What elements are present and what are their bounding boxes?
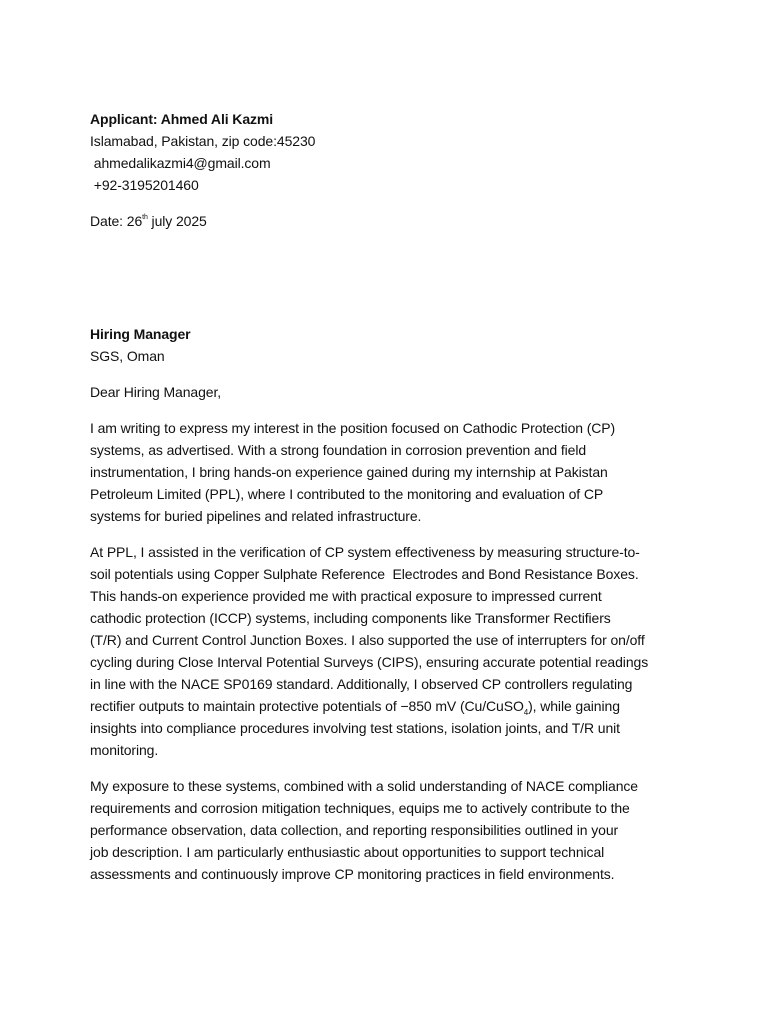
recipient-org: SGS, Oman bbox=[90, 348, 165, 364]
paragraph-line: systems, as advertised. With a strong foundation in corrosion prevention and field bbox=[90, 442, 587, 458]
paragraph-line: My exposure to these systems, combined with a solid understanding of NACE compliance bbox=[90, 778, 638, 794]
paragraph-line: I am writing to express my interest in the position focused on Cathodic Protection (CP) bbox=[90, 420, 616, 436]
paragraph-line: This hands-on experience provided me with practical exposure to impressed current bbox=[90, 588, 602, 604]
paragraph-line: cycling during Close Interval Potential Surveys (CIPS), ensuring accurate potential readings bbox=[90, 654, 649, 670]
applicant-block bbox=[90, 108, 690, 196]
applicant-address: Islamabad, Pakistan, zip code:45230 bbox=[90, 133, 316, 149]
paragraph-line: systems for buried pipelines and related infrastructure. bbox=[90, 508, 422, 524]
paragraph-closing bbox=[90, 775, 690, 885]
paragraph-line: soil potentials using Copper Sulphate Reference Electrodes and Bond Resistance Boxes. bbox=[90, 566, 639, 582]
paragraph-experience bbox=[90, 541, 690, 761]
paragraph-line: insights into compliance procedures involving test stations, isolation joints, and T/R unit bbox=[90, 720, 620, 736]
date-ordinal: th bbox=[142, 214, 148, 222]
recipient-title: Hiring Manager bbox=[90, 326, 191, 342]
paragraph-line: Petroleum Limited (PPL), where I contributed to the monitoring and evaluation of CP bbox=[90, 486, 604, 502]
paragraph-line: in line with the NACE SP0169 standard. Additionally, I observed CP controllers regulating bbox=[90, 676, 633, 692]
date-rest: july 2025 bbox=[147, 213, 207, 229]
applicant-email: ahmedalikazmi4@gmail.com bbox=[90, 155, 271, 171]
applicant-name: Applicant: Ahmed Ali Kazmi bbox=[90, 111, 274, 127]
paragraph-line: requirements and corrosion mitigation techniques, equips me to actively contribute to the bbox=[90, 800, 630, 816]
cover-letter bbox=[90, 108, 690, 885]
letter-date bbox=[90, 210, 690, 232]
salutation: Dear Hiring Manager, bbox=[90, 384, 222, 400]
paragraph-line: instrumentation, I bring hands-on experience gained during my internship at Pakistan bbox=[90, 464, 608, 480]
applicant-phone: +92-3195201460 bbox=[90, 177, 199, 193]
paragraph-line: assessments and continuously improve CP monitoring practices in field environments. bbox=[90, 866, 615, 882]
paragraph-line: At PPL, I assisted in the verification of CP system effectiveness by measuring structure-to- bbox=[90, 544, 640, 560]
paragraph-line: monitoring. bbox=[90, 742, 159, 758]
paragraph-line-part: ), while gaining bbox=[528, 698, 620, 714]
subscript-4: 4 bbox=[523, 707, 529, 717]
date-prefix: Date: 26 bbox=[90, 213, 143, 229]
paragraph-line: (T/R) and Current Control Junction Boxes. I also supported the use of interrupters for on/off bbox=[90, 632, 645, 648]
paragraph-line bbox=[90, 695, 690, 717]
recipient-block bbox=[90, 323, 690, 367]
paragraph-line: job description. I am particularly enthusiastic about opportunities to support technical bbox=[90, 844, 605, 860]
paragraph-intro bbox=[90, 417, 690, 527]
paragraph-line: cathodic protection (ICCP) systems, including components like Transformer Rectifiers bbox=[90, 610, 611, 626]
paragraph-line-part: rectifier outputs to maintain protective potentials of −850 mV (Cu/CuSO bbox=[90, 698, 524, 714]
paragraph-line: performance observation, data collection, and reporting responsibilities outlined in your bbox=[90, 822, 619, 838]
